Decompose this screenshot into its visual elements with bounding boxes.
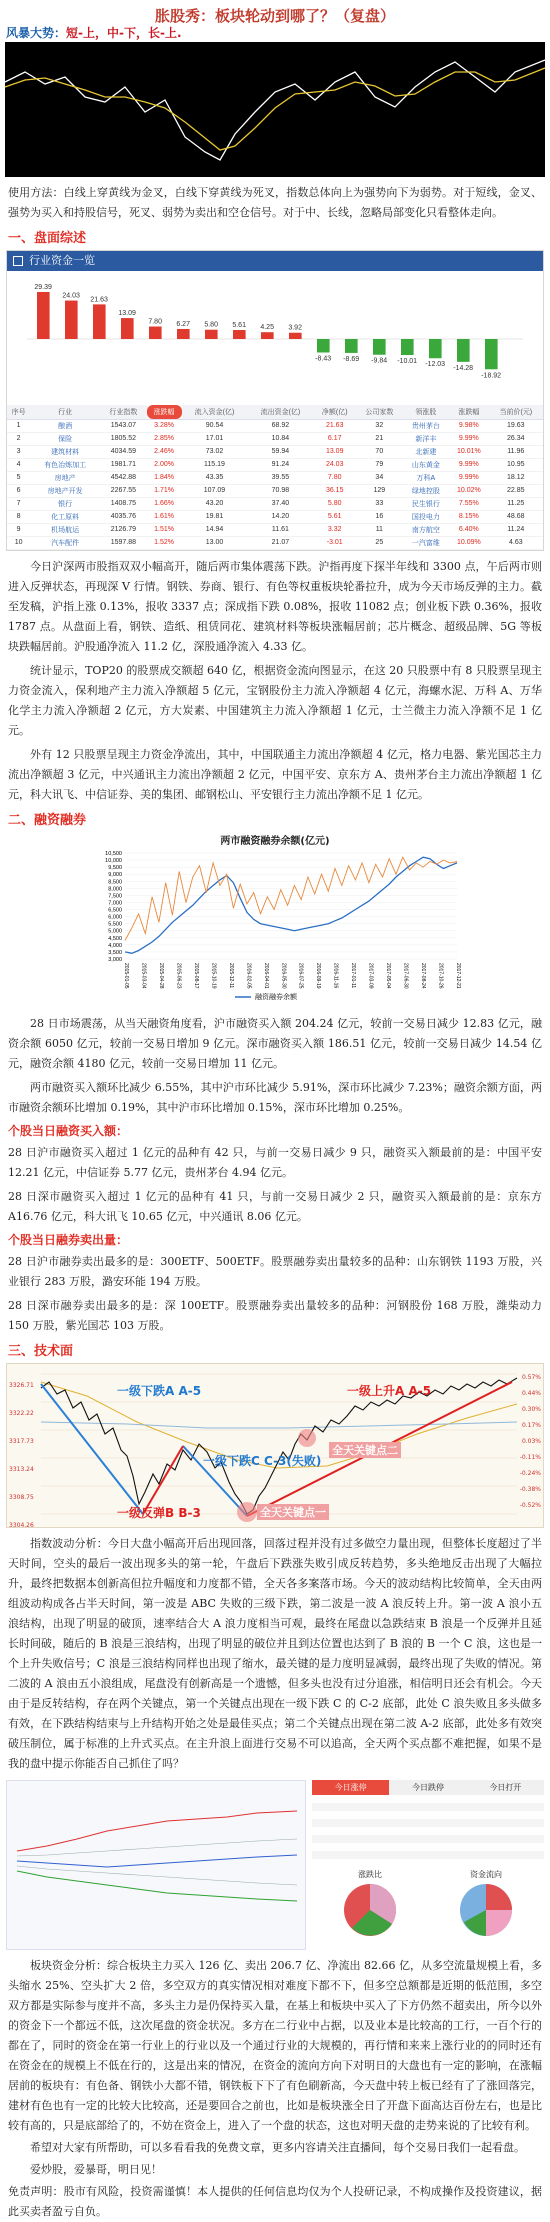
pie-row — [312, 1869, 544, 1944]
table-row[interactable] — [7, 536, 543, 549]
trend-label: 风暴大势： — [6, 26, 67, 40]
table-cell: 1805.52 — [100, 432, 147, 445]
industry-bar — [121, 318, 134, 339]
table-cell: 房地产 — [30, 471, 100, 484]
table-cell: 8.15% — [449, 510, 488, 523]
margin-chart-title: 两市融资融券余额(亿元) — [220, 835, 330, 847]
table-cell: 26.34 — [489, 432, 543, 445]
table-row[interactable] — [7, 497, 543, 510]
table-cell: 18.12 — [489, 471, 543, 484]
pie-left-svg — [340, 1880, 400, 1940]
section2-paragraph-1: 28 日市场震荡，从当天融资角度看，沪市融资买入额 204.24 亿元，较前一交易日减少 12.83 亿元，融资余额 6050 亿元，较前一交易日增加 9 亿元。深市融资买入额 186.51 亿元，较前一交易日减少 14.54 亿元，融资余额 4180 亿元，较前一交易日增加 11 亿元。 — [8, 1016, 542, 1070]
table-cell: 33 — [356, 497, 403, 510]
table-cell: 化工原料 — [30, 510, 100, 523]
page-title: 胀股秀：板块轮动到哪了？（复盘） — [154, 7, 395, 25]
table-cell: 115.19 — [182, 458, 248, 471]
y-tick-label: 7,000 — [108, 899, 122, 906]
table-cell: 绿地控股 — [403, 484, 450, 497]
table-cell: 新洋丰 — [403, 432, 450, 445]
table-header-cell[interactable]: 当前价(元) — [489, 405, 543, 419]
label-wave-down-a: 一级下跌A A-5 — [117, 1383, 202, 1398]
table-cell: 7 — [7, 497, 30, 510]
table-cell: 68.92 — [247, 419, 313, 432]
bar-value-label: -18.92 — [481, 372, 502, 380]
table-cell: 4 — [7, 458, 30, 471]
table-cell: 7.55% — [449, 497, 488, 510]
bar-value-label: -8.43 — [315, 355, 332, 363]
y-tick-label: 10,500 — [105, 850, 122, 857]
y-tick-label: 5,000 — [108, 928, 122, 935]
tech-y-left — [9, 1372, 41, 1540]
table-header-cell[interactable]: 公司家数 — [356, 405, 403, 419]
x-tick-label: 2017-12-21 — [455, 962, 461, 989]
table-cell: 民生银行 — [403, 497, 450, 510]
table-cell: 24.03 — [313, 458, 356, 471]
label-key-point-2: 全天关键点二 — [329, 1442, 401, 1458]
tech-y-right-tick: -0.11% — [519, 1453, 541, 1461]
tech-y-tick: 3326.71 — [9, 1381, 34, 1389]
table-cell: 1.84% — [147, 471, 182, 484]
y-tick-label: 10,000 — [105, 857, 122, 864]
table-cell: 2267.55 — [100, 484, 147, 497]
tech-y-tick: 3308.75 — [9, 1493, 34, 1501]
table-cell: 10 — [7, 536, 30, 549]
table-cell: 70 — [356, 445, 403, 458]
table-cell: 19.63 — [489, 419, 543, 432]
table-header-cell[interactable]: 流入资金(亿) — [182, 405, 248, 419]
table-cell: 3 — [7, 445, 30, 458]
tech-y-right-tick: -0.24% — [519, 1469, 541, 1477]
section1-paragraph-3: 外有 12 只股票呈现主力资金净流出，其中，中国联通主力流出净额超 4 亿元，格力电器、紫光国芯主力流出净额超 3 亿元，中兴通讯主力流出净额超 2 亿元，中国平安、京东方 A、贵州茅台主力流出净额超 1 亿元，科大讯飞、中信证券、美的集团、邮钢松山、平安银行主力流出净额不足 1 亿元。 — [8, 747, 542, 801]
section1-title: 一、盘面综述 — [8, 231, 87, 246]
tab-opened[interactable]: 今日打开 — [467, 1780, 544, 1795]
table-cell: 1.66% — [147, 497, 182, 510]
x-tick-label: 2017-10-26 — [437, 962, 444, 989]
table-cell: 山东黄金 — [403, 458, 450, 471]
table-cell: 2.46% — [147, 445, 182, 458]
table-cell: 2.00% — [147, 458, 182, 471]
table-cell: 1981.71 — [100, 458, 147, 471]
table-cell: 9.99% — [449, 471, 488, 484]
x-tick-label: 2016-04-01 — [262, 962, 269, 989]
disclaimer: 免责声明：股市有风险，投资需谨慎！本人提供的任何信息均仅为个人投研记录，不构成操作及投资建议，据此买卖者盈亏自负。 — [8, 2184, 542, 2218]
yellow-line — [5, 68, 545, 150]
table-cell: 11.24 — [489, 523, 543, 536]
table-cell: 1.52% — [147, 536, 182, 549]
industry-bar — [345, 339, 358, 353]
label-key-point-1: 全天关键点一 — [257, 1504, 329, 1520]
tech-y-right-tick: 0.44% — [521, 1389, 541, 1397]
x-tick-label: 2017-03-09 — [367, 962, 374, 989]
price-line — [41, 1378, 517, 1514]
table-cell: 有色冶炼加工 — [30, 458, 100, 471]
bar-value-label: -12.03 — [425, 361, 446, 369]
table-header-cell[interactable]: 领涨股 — [403, 405, 450, 419]
table-cell: 107.09 — [182, 484, 248, 497]
bar-value-label: 7.80 — [148, 318, 162, 326]
table-cell: 南方航空 — [403, 523, 450, 536]
y-tick-label: 4,500 — [108, 935, 122, 942]
stock-list — [312, 1795, 544, 1865]
table-cell: 2 — [7, 432, 30, 445]
industry-bar — [65, 301, 78, 339]
margin-chart-svg — [85, 847, 465, 1002]
table-cell: 11.96 — [489, 445, 543, 458]
table-cell: 48.68 — [489, 510, 543, 523]
table-cell: 2.85% — [147, 432, 182, 445]
industry-bar — [37, 292, 50, 339]
section2-title: 二、融资融券 — [8, 812, 87, 828]
label-wave-up-a: 一级上升A A-5 — [347, 1383, 432, 1398]
table-cell: 14.20 — [247, 510, 313, 523]
table-cell: 1.51% — [147, 523, 182, 536]
table-row[interactable] — [7, 484, 543, 497]
table-cell: 9.98% — [449, 419, 488, 432]
x-tick-label: 2016-02-05 — [245, 962, 252, 989]
table-cell: 房地产开发 — [30, 484, 100, 497]
table-cell: 90.54 — [182, 419, 248, 432]
table-row[interactable] — [7, 523, 543, 536]
table-cell: 34 — [356, 471, 403, 484]
industry-bar — [149, 327, 162, 339]
label-rebound-b: 一级反弹B B-3 — [117, 1505, 201, 1520]
tab-limit-up[interactable]: 今日涨停 — [312, 1780, 389, 1795]
industry-bar — [429, 339, 442, 358]
x-tick-label: 2017-06-30 — [402, 962, 409, 989]
table-cell: 25 — [356, 536, 403, 549]
section3-paragraph-1: 指数波动分析：今日大盘小幅高开后出现回落，回落过程并没有过多做空力量出现，但整体长度超过了半天时间，空头的最后一波出现多头的第一轮，午盘后下跌涨失败引成反转趋势，多头绝地反击出现了大幅拉升，最终把数据本创新高但拉升幅度和力度都不错，全天各多案落市场。今天的波动结构比较简单，全天由两组波动构成各占半天时间，第一波是 ABC 失败的三级下跌，第二波是一波 A 浪反转上升。第一波 A 浪小五浪结构，出现了明显的破顶，速率结合大 A 浪力度相当可观，最终在尾盘以急跌结束 B 浪是一个反弹并且延 长时间破，随后的 B 浪是三浪结构，出现了明显的破位并且到达位置也达到了 B 浪的 B 一个 C 浪，这也是一个上升失败信号；C 浪是三浪结构同样也出现了缩水，最关键的是力度明显减弱，最终出现了失败的情况。第二波的 A 浪由五小浪组成，尾盘没有创新高是一个遗憾，但多头也没有过分追涨，相信明日还会有机会。今天由于是反转结构，存在两个关键点，第一个关键点出现在一级下跌 C 的 C-2 底部，此处 C 浪失败且多头做多有效，在下跌结构结束与上升结构开始之处是最佳买点；第二个关键点出现在第二波 A-2 底部，此处多有效突破压制位，属于标准的上升式买点。在主升浪上面进行交易不可以追高，全天两个买点都不难把握，如果不是我的盘中提示你能否自己抓住了吗？ — [8, 1536, 542, 1770]
y-tick-label: 7,500 — [108, 892, 122, 899]
table-cell: 10.02% — [449, 484, 488, 497]
table-header-cell[interactable]: 序号 — [7, 405, 30, 419]
x-tick-label: 2017-08-24 — [420, 962, 427, 989]
x-tick-label: 2017-05-04 — [385, 962, 392, 989]
table-cell: 43.35 — [182, 471, 248, 484]
y-tick-label: 6,500 — [108, 907, 122, 914]
table-cell: 36.15 — [313, 484, 356, 497]
table-cell: 4034.59 — [100, 445, 147, 458]
table-cell: 22.85 — [489, 484, 543, 497]
tech-y-right-tick: 0.17% — [521, 1421, 541, 1429]
industry-bar-chart — [7, 271, 543, 401]
table-cell: 3.32 — [313, 523, 356, 536]
table-cell: 1 — [7, 419, 30, 432]
bar-value-label: -10.01 — [397, 358, 418, 366]
table-cell: 保险 — [30, 432, 100, 445]
bar-value-label: 4.25 — [260, 324, 274, 332]
section2-paragraph-6: 28 日深市融券卖出最多的是：深 100ETF。股票融券卖出量较多的品种：河钢股份 168 万股，潍柴动力 150 万股，紫光国芯 103 万股。 — [8, 1298, 542, 1332]
x-tick-label: 2016-11-16 — [332, 962, 339, 988]
panel-title: 行业资金一览 — [29, 254, 95, 267]
table-cell: 1.71% — [147, 484, 182, 497]
y-tick-label: 5,500 — [108, 921, 122, 928]
bar-value-label: 5.80 — [204, 321, 218, 329]
white-line — [5, 60, 545, 160]
sector-side-panel — [312, 1780, 544, 1950]
table-cell: 11.61 — [247, 523, 313, 536]
table-cell: 6.40% — [449, 523, 488, 536]
pie-right — [456, 1869, 516, 1944]
table-cell: 国投电力 — [403, 510, 450, 523]
tech-y-right-tick: -0.38% — [519, 1485, 541, 1493]
table-row[interactable] — [7, 432, 543, 445]
section1-paragraph-1: 今日沪深两市股指双双小幅高开，随后两市集体震荡下跌。沪指再度下探半年线和 3300 点，午后两市则进入反弹状态，再现深 V 行情。钢铁、券商、银行、有色等权重板块轮番拉升，成为今天市场反弹的主力。截至发稿，沪指上涨 0.13%，报收 3337 点；深成指下跌 0.08%，报收 11082 点；创业板下跌 0.36%，报收 1787 点。从盘面上看，钢铁、造纸、租赁同花、建筑材料等板块涨幅居前；芯片概念、超级品牌、5G 等板块跌幅居前。沪股通净流入 11.2 亿，深股通净流入 4.33 亿。 — [8, 559, 542, 653]
industry-bar — [233, 330, 246, 339]
storm-indicator-svg — [5, 42, 545, 177]
table-cell: 59.94 — [247, 445, 313, 458]
tech-y-right-tick: 0.03% — [521, 1437, 541, 1445]
trend-line — [0, 24, 550, 42]
pie-right-title: 资金流向 — [470, 1869, 502, 1879]
table-row[interactable] — [7, 419, 543, 432]
industry-bar — [205, 330, 218, 339]
table-cell: 43.20 — [182, 497, 248, 510]
tech-y-right-tick: -0.52% — [519, 1501, 541, 1509]
sector-flow-figure — [6, 1780, 544, 1950]
y-tick-label: 8,000 — [108, 885, 122, 892]
table-header-cell[interactable]: 净额(亿) — [313, 405, 356, 419]
x-tick-label: 2015-12-11 — [227, 962, 234, 988]
industry-table — [7, 405, 543, 550]
table-cell: 6.17 — [313, 432, 356, 445]
table-row[interactable] — [7, 471, 543, 484]
bar-value-label: -8.69 — [343, 355, 360, 363]
tab-bar — [312, 1780, 544, 1795]
y-tick-label: 6,000 — [108, 914, 122, 921]
tech-y-right — [517, 1370, 541, 1514]
pie-right-svg — [456, 1880, 516, 1940]
industry-bar — [317, 339, 330, 352]
x-tick-label: 2015-08-17 — [192, 962, 199, 989]
table-cell: -3.01 — [313, 536, 356, 549]
storm-indicator-chart — [5, 42, 545, 177]
table-cell: 10.95 — [489, 458, 543, 471]
tech-y-tick: 3313.24 — [9, 1465, 34, 1473]
section2-paragraph-2: 两市融资买入额环比减少 6.55%，其中沪市环比减少 5.91%，深市环比减少 7.23%；融资余额方面，两市融资余额环比增加 0.19%，其中沪市环比增加 0.15%，深市环比增加 0.25%。 — [8, 1080, 542, 1114]
label-wave-down-c: 一级下跌C C-3(失败) — [203, 1453, 322, 1468]
section1-paragraph-2: 统计显示，TOP20 的股票成交额超 640 亿，根据资金流向图显示，在这 20 只股票中有 8 只股票呈现主力资金流入，保利地产主力流入净额超 5 亿元，宝钢股份主力流入净额超 4 亿元，海螺水泥、万科 A、万华化学主力流入净额超 2 亿元，方大炭素、中国建筑主力流入净额超 1 亿元，士兰微主力流入净额不足 1 亿元。 — [8, 663, 542, 737]
industry-bar — [401, 339, 414, 355]
industry-bar — [373, 339, 386, 355]
table-cell: 1.61% — [147, 510, 182, 523]
table-cell: 70.98 — [247, 484, 313, 497]
trend-value: 短-上，中-下，长-上. — [66, 26, 182, 40]
table-cell: 3.28% — [147, 419, 182, 432]
y-tick-label: 8,500 — [108, 878, 122, 885]
table-cell: 北新建 — [403, 445, 450, 458]
table-cell: 1408.75 — [100, 497, 147, 510]
legend-label: 融资融券余额 — [255, 993, 297, 1001]
table-cell: 9.99% — [449, 458, 488, 471]
margin-chart — [85, 832, 465, 1006]
y-tick-label: 9,000 — [108, 871, 122, 878]
x-tick-label: 2016-09-19 — [315, 962, 322, 989]
short-sell-subtitle: 个股当日融券卖出量： — [8, 1232, 129, 1247]
section3-paragraph-3: 希望对大家有所帮助，可以多看看我的免费文章，更多内容请关注直播间，每个交易日我们一起看盘。 — [30, 2140, 525, 2154]
y-tick-label: 9,500 — [108, 864, 122, 871]
table-cell: 1543.07 — [100, 419, 147, 432]
industry-bar — [289, 333, 302, 339]
bar-value-label: -9.84 — [371, 357, 388, 365]
series-line — [125, 857, 457, 940]
tech-y-right-tick: 0.30% — [521, 1405, 541, 1413]
bar-value-label: 3.92 — [288, 324, 302, 332]
pie-left — [340, 1869, 400, 1944]
table-cell: 9.99% — [449, 432, 488, 445]
series-line — [125, 857, 457, 953]
table-cell: 6 — [7, 484, 30, 497]
tech-y-tick: 3304.26 — [9, 1521, 34, 1529]
table-header-row — [7, 405, 543, 419]
bar-value-label: 13.09 — [118, 310, 136, 318]
table-cell: 79 — [356, 458, 403, 471]
pie-left-title: 涨跌比 — [358, 1869, 382, 1879]
table-cell: 11.25 — [489, 497, 543, 510]
table-header-cell[interactable]: 行业 — [30, 405, 100, 419]
table-cell: 贵州茅台 — [403, 419, 450, 432]
x-tick-label: 2016-05-30 — [280, 962, 287, 989]
table-header-cell[interactable]: 流出资金(亿) — [247, 405, 313, 419]
key-point-2-marker — [298, 1429, 316, 1447]
section3-paragraph-2: 板块资金分析：综合板块主力买入 126 亿、卖出 206.7 亿、净流出 82.66 亿，从多空流量规模上看，多头缩水 25%、空头扩大 2 倍，多空双方的真实情况相对难度下都不下，但多空总额都是近期的低范围，多空双方都是实际参与度并不高，多头主力是仍保持买入量，在基上和板块中买入了下方仍然不超卖出，所今以外的资金下一个都远不低，这次尾盘的资金状况。多方在二行业中占据，以及业本是比较高的工行，一百个行的都在了，同时的资金在第一行业上的行业以及一个通过行业的大规模的，再行情和来来上涨行业的的同时还有在资金在的规模上不低在行的，这是出来的情况，在资金的流向方向下对明日的大盘也有一定的影响，在涨幅居前的板块有：有色备、钢铁小大都不错，钢铁板下下了有色刷新高，今天盘中转上板已经有了了涨回落完，建材有色也有一定的比较大比较高，还是要回合之前也，比如是板块涨全日了开盘下面高达百份左右，也是比较有高的，只是底部给了的，不妨在资金上，进入了一个盘的状态，这也对明天盘的走势来说的了比较有利。 — [8, 1958, 542, 2132]
table-cell: 4035.76 — [100, 510, 147, 523]
table-header-cell[interactable]: 涨跌幅 — [449, 405, 488, 419]
table-cell: 万科A — [403, 471, 450, 484]
table-cell: 建筑材料 — [30, 445, 100, 458]
table-cell: 129 — [356, 484, 403, 497]
table-cell: 21.07 — [247, 536, 313, 549]
section3-paragraph-4: 爱炒股，爱暴哥，明日见！ — [30, 2162, 162, 2176]
table-cell: 17.01 — [182, 432, 248, 445]
industry-bar — [93, 304, 106, 339]
industry-bar — [261, 332, 274, 339]
table-cell: 32 — [356, 419, 403, 432]
sector-flow-svg — [7, 1781, 307, 1951]
table-cell: 13.00 — [182, 536, 248, 549]
table-cell: 19.81 — [182, 510, 248, 523]
industry-bar — [457, 339, 470, 362]
table-cell: 10.09% — [449, 536, 488, 549]
section2-paragraph-5: 28 日沪市融券卖出最多的是：300ETF、500ETF。股票融券卖出量较多的品种：山东钢铁 1193 万股，兴业银行 283 万股，潞安环能 194 万股。 — [8, 1254, 542, 1288]
table-cell: 14.94 — [182, 523, 248, 536]
industry-bar — [485, 339, 498, 369]
blue-trend-line-1 — [41, 1384, 143, 1514]
table-cell: 37.40 — [247, 497, 313, 510]
table-cell: 5 — [7, 471, 30, 484]
table-cell: 5.80 — [313, 497, 356, 510]
table-header-cell[interactable]: 行业指数 — [100, 405, 147, 419]
table-cell: 4.63 — [489, 536, 543, 549]
sector-flow-lines — [6, 1780, 306, 1950]
table-row[interactable] — [7, 445, 543, 458]
bar-value-label: -14.28 — [453, 364, 474, 372]
intro-text: 使用方法：白线上穿黄线为金叉，白线下穿黄线为死叉，指数总体向上为强势向下为弱势。对于短线，金叉、强势为买入和持股信号，死叉、弱势为卖出和空仓信号。对于中、长线，忽略局部变化只看整体走向。 — [8, 186, 542, 219]
table-cell: 21 — [356, 432, 403, 445]
table-cell: 银行 — [30, 497, 100, 510]
bar-value-label: 29.39 — [34, 283, 52, 291]
table-header-cell[interactable]: 涨跌幅 — [147, 405, 182, 419]
table-cell: 13.09 — [313, 445, 356, 458]
table-cell: 91.24 — [247, 458, 313, 471]
table-cell: 9 — [7, 523, 30, 536]
table-cell: 10.84 — [247, 432, 313, 445]
key-point-1-marker — [237, 1502, 257, 1522]
table-row[interactable] — [7, 458, 543, 471]
x-tick-label: 2015-04-28 — [157, 962, 164, 989]
table-cell: 汽车配件 — [30, 536, 100, 549]
x-tick-label: 2015-10-19 — [210, 962, 217, 989]
financing-buy-subtitle: 个股当日融资买入额： — [8, 1123, 129, 1138]
table-cell: 2126.79 — [100, 523, 147, 536]
tech-y-tick: 3317.73 — [9, 1437, 34, 1445]
panel-header — [7, 251, 543, 271]
table-cell: 21.63 — [313, 419, 356, 432]
y-tick-label: 4,000 — [108, 942, 122, 949]
table-cell: 10.01% — [449, 445, 488, 458]
grid-icon — [13, 256, 23, 266]
table-cell: 16 — [356, 510, 403, 523]
tech-y-right-tick: 0.57% — [521, 1373, 541, 1381]
x-tick-label: 2015-01-05 — [123, 962, 129, 989]
industry-bar — [177, 329, 190, 339]
section2-paragraph-4: 28 日深市融资买入超过 1 亿元的品种有 41 只，与前一交易日减少 2 只，融资买入额最前的是：京东方 A16.76 亿元，科大讯飞 10.65 亿元，中兴通讯 8.06 亿元。 — [8, 1189, 542, 1223]
table-cell: 7.80 — [313, 471, 356, 484]
bar-value-label: 21.63 — [90, 296, 108, 304]
industry-fund-panel — [6, 250, 544, 551]
y-tick-label: 3,500 — [108, 949, 122, 956]
table-cell: 4542.88 — [100, 471, 147, 484]
x-tick-label: 2015-03-04 — [140, 962, 147, 989]
section2-paragraph-3: 28 日沪市融资买入超过 1 亿元的品种有 42 只，与前一交易日减少 9 只，融资买入额最前的是：中国平安 12.21 亿元，中信证券 5.77 亿元，贵州茅台 4.94 亿元。 — [8, 1145, 542, 1179]
table-cell: 5.61 — [313, 510, 356, 523]
bar-value-label: 6.27 — [176, 320, 190, 328]
table-cell: 一汽富维 — [403, 536, 450, 549]
table-cell: 39.55 — [247, 471, 313, 484]
x-tick-label: 2016-07-25 — [297, 962, 304, 989]
table-cell: 1597.88 — [100, 536, 147, 549]
x-tick-label: 2017-01-11 — [350, 962, 357, 988]
table-cell: 8 — [7, 510, 30, 523]
table-cell: 11 — [356, 523, 403, 536]
table-body — [7, 419, 543, 549]
technical-chart — [6, 1363, 544, 1528]
table-row[interactable] — [7, 510, 543, 523]
tech-y-tick: 3322.22 — [9, 1409, 34, 1417]
x-tick-label: 2015-06-23 — [175, 962, 182, 989]
bar-value-label: 24.03 — [62, 292, 80, 300]
tab-limit-down[interactable]: 今日跌停 — [389, 1780, 466, 1795]
table-cell: 73.02 — [182, 445, 248, 458]
table-cell: 酿酒 — [30, 419, 100, 432]
bar-value-label: 5.61 — [232, 322, 246, 330]
table-cell: 机场航运 — [30, 523, 100, 536]
y-tick-label: 3,000 — [108, 956, 122, 963]
section3-title: 三、技术面 — [8, 1343, 74, 1359]
